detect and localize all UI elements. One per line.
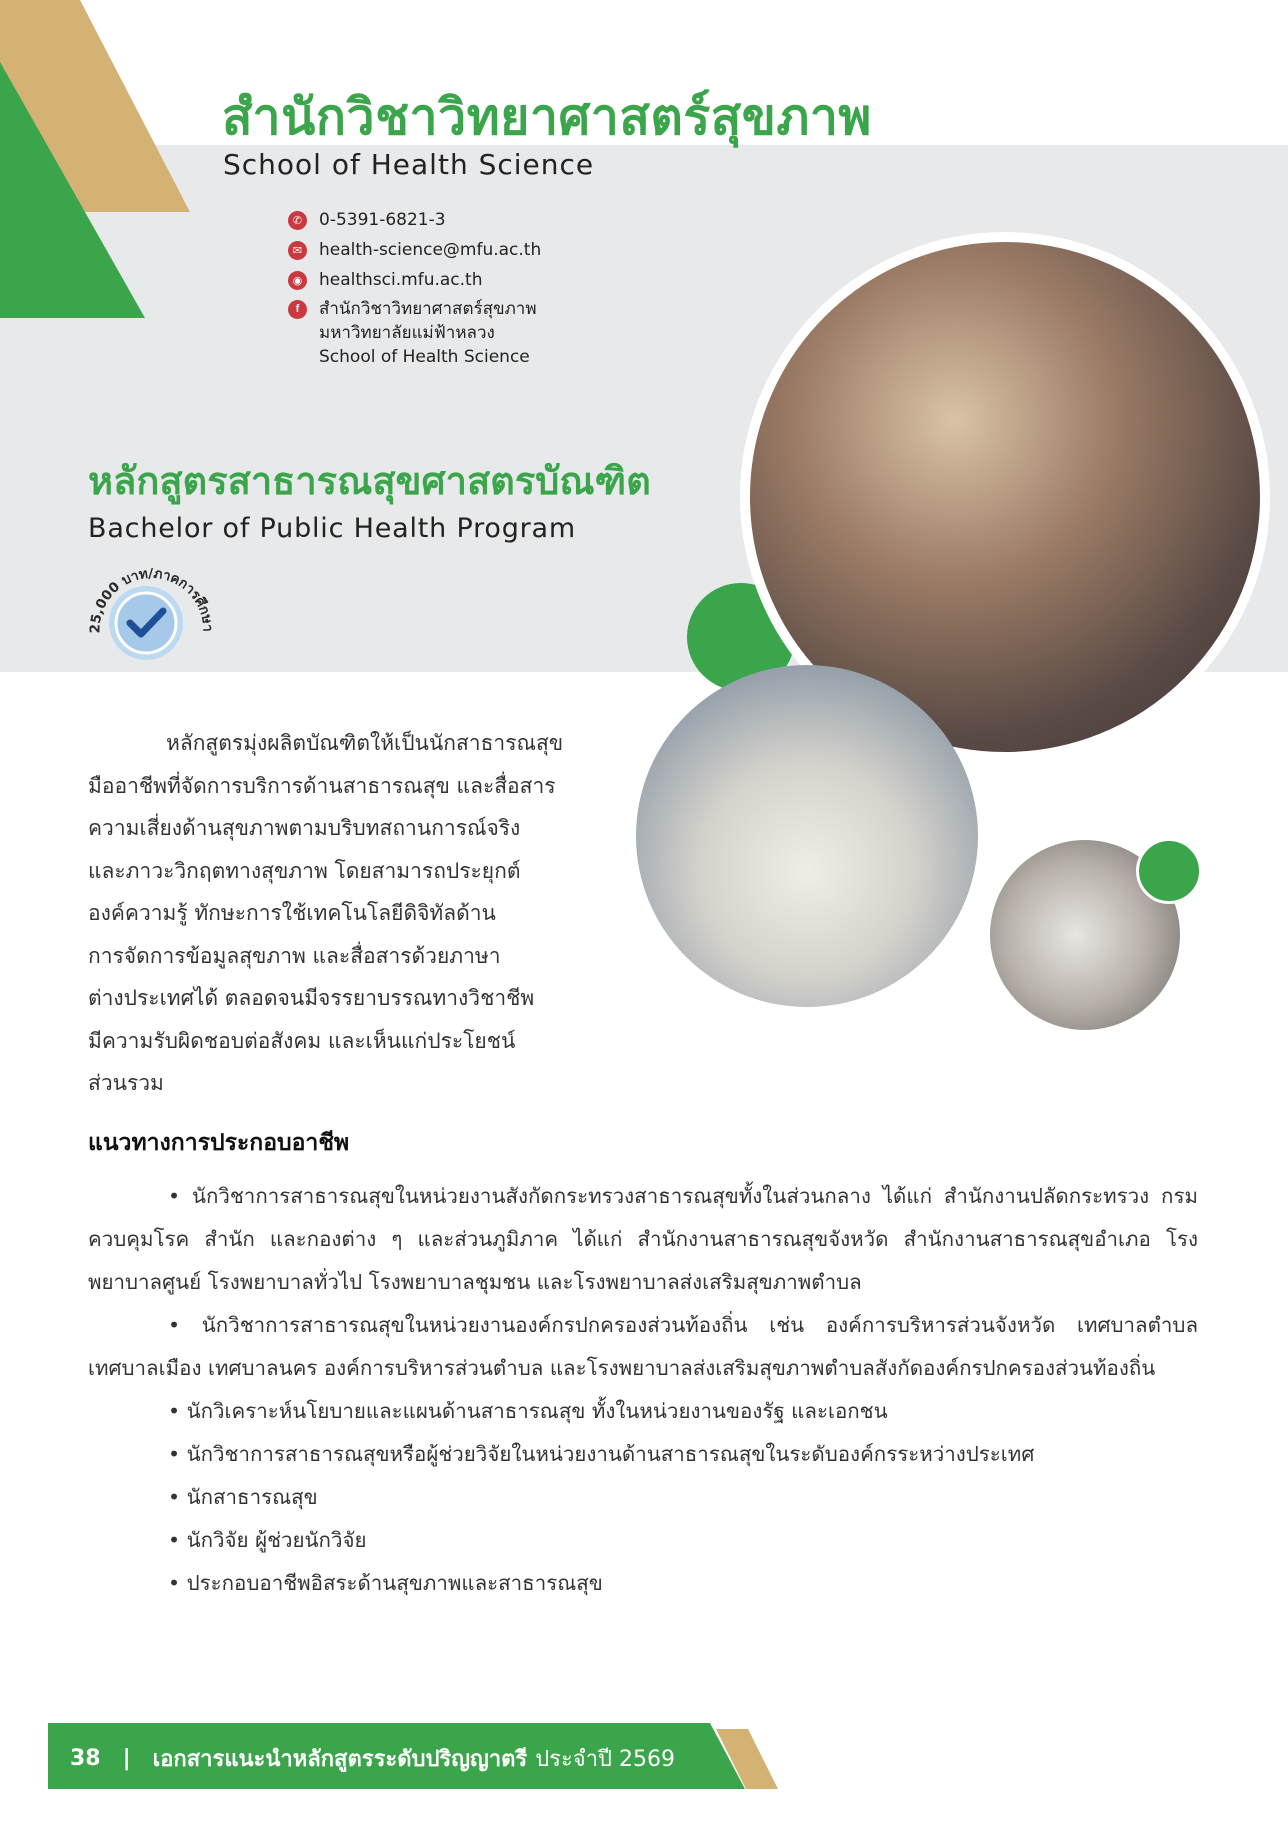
phone-icon: ✆ xyxy=(288,211,307,230)
careers-heading: แนวทางการประกอบอาชีพ xyxy=(88,1130,350,1156)
program-description xyxy=(88,722,593,1105)
contact-email-text: health-science@mfu.ac.th xyxy=(319,240,542,260)
email-icon: ✉ xyxy=(288,241,307,260)
description-line: มีความรับผิดชอบต่อสังคม และเห็นแก่ประโยชน์ xyxy=(88,1028,516,1053)
contact-phone[interactable] xyxy=(288,205,541,235)
contact-website[interactable] xyxy=(288,265,541,295)
contact-website-text: healthsci.mfu.ac.th xyxy=(319,270,483,290)
school-name-english: School of Health Science xyxy=(223,148,595,181)
facebook-line: สำนักวิชาวิทยาศาสตร์สุขภาพ xyxy=(319,299,537,319)
career-item: • ประกอบอาชีพอิสระด้านสุขภาพและสาธารณสุข xyxy=(168,1571,603,1595)
contact-list xyxy=(288,205,541,369)
description-line: ต่างประเทศได้ ตลอดจนมีจรรยาบรรณทางวิชาชีพ xyxy=(88,986,535,1010)
description-line: ส่วนรวม xyxy=(88,1071,164,1095)
tuition-badge xyxy=(78,555,218,695)
footer-year: ประจำปี 2569 xyxy=(535,1747,675,1772)
career-item: • นักสาธารณสุข xyxy=(168,1485,318,1509)
description-line: องค์ความรู้ ทักษะการใช้เทคโนโลยีดิจิทัลด้าน xyxy=(88,901,496,925)
contact-facebook[interactable] xyxy=(288,297,541,369)
careers-list xyxy=(88,1175,1198,1605)
globe-icon: ◉ xyxy=(288,271,307,290)
badge-inner-circle xyxy=(116,593,176,653)
footer-doc-title: เอกสารแนะนำหลักสูตรระดับปริญญาตรี xyxy=(152,1747,528,1772)
career-item: • นักวิเคราะห์นโยบายและแผนด้านสาธารณสุข ทั้งในหน่วยงานของรัฐ และเอกชน xyxy=(168,1399,888,1423)
description-line: การจัดการข้อมูลสุขภาพ และสื่อสารด้วยภาษา xyxy=(88,943,501,968)
description-line: และภาวะวิกฤตทางสุขภาพ โดยสามารถประยุกต์ xyxy=(88,858,521,883)
career-item: • นักวิชาการสาธารณสุขในหน่วยงานองค์กรปกครองส่วนท้องถิ่น เช่น องค์การบริหารส่วนจังหวัด เทศบาลตำบล เทศบาลเมือง เทศบาลนคร องค์การบริหารส่วนตำบล และโรงพยาบาลส่งเสริมสุขภาพตำบลสังกัดองค์กรปกครองส่วนท้องถิ่น xyxy=(88,1313,1198,1380)
corner-decoration xyxy=(0,0,200,330)
career-item: • นักวิจัย ผู้ช่วยนักวิจัย xyxy=(168,1528,367,1552)
contact-email[interactable] xyxy=(288,235,541,265)
description-line: ความเสี่ยงด้านสุขภาพตามบริบทสถานการณ์จริง xyxy=(88,816,521,840)
program-name-english: Bachelor of Public Health Program xyxy=(88,513,576,544)
facebook-line: มหาวิทยาลัยแม่ฟ้าหลวง xyxy=(319,323,495,343)
facebook-icon: f xyxy=(288,300,307,319)
contact-phone-text: 0-5391-6821-3 xyxy=(319,210,446,230)
tuition-badge-text: 25,000 บาท/ภาคการศึกษา xyxy=(87,565,216,634)
anatomy-lab-photo xyxy=(636,665,978,1007)
school-name-thai: สำนักวิชาวิทยาศาสตร์สุขภาพ xyxy=(222,88,872,146)
program-name-thai: หลักสูตรสาธารณสุขศาสตรบัณฑิต xyxy=(88,459,651,503)
career-item: • นักวิชาการสาธารณสุขในหน่วยงานสังกัดกระทรวงสาธารณสุขทั้งในส่วนกลาง ได้แก่ สำนักงานปลัดกระทรวง กรมควบคุมโรค สำนัก และกองต่าง ๆ และส่วนภูมิภาค ได้แก่ สำนักงานสาธารณสุขจังหวัด สำนักงานสาธารณสุขอำเภอ โรงพยาบาลศูนย์ โรงพยาบาลทั่วไป โรงพยาบาลชุมชน และโรงพยาบาลส่งเสริมสุขภาพตำบล xyxy=(88,1184,1198,1294)
description-line: หลักสูตรมุ่งผลิตบัณฑิตให้เป็นนักสาธารณสุข xyxy=(166,731,564,755)
footer-separator: | xyxy=(122,1746,131,1771)
green-accent-dot xyxy=(1136,838,1202,904)
career-item: • นักวิชาการสาธารณสุขหรือผู้ช่วยวิจัยในหน่วยงานด้านสาธารณสุขในระดับองค์กรระหว่างประเทศ xyxy=(168,1442,1035,1466)
page-number: 38 xyxy=(70,1746,101,1771)
footer-text xyxy=(70,1741,675,1776)
description-line: มืออาชีพที่จัดการบริการด้านสาธารณสุข และสื่อสาร xyxy=(88,773,556,798)
facebook-line: School of Health Science xyxy=(319,347,530,367)
